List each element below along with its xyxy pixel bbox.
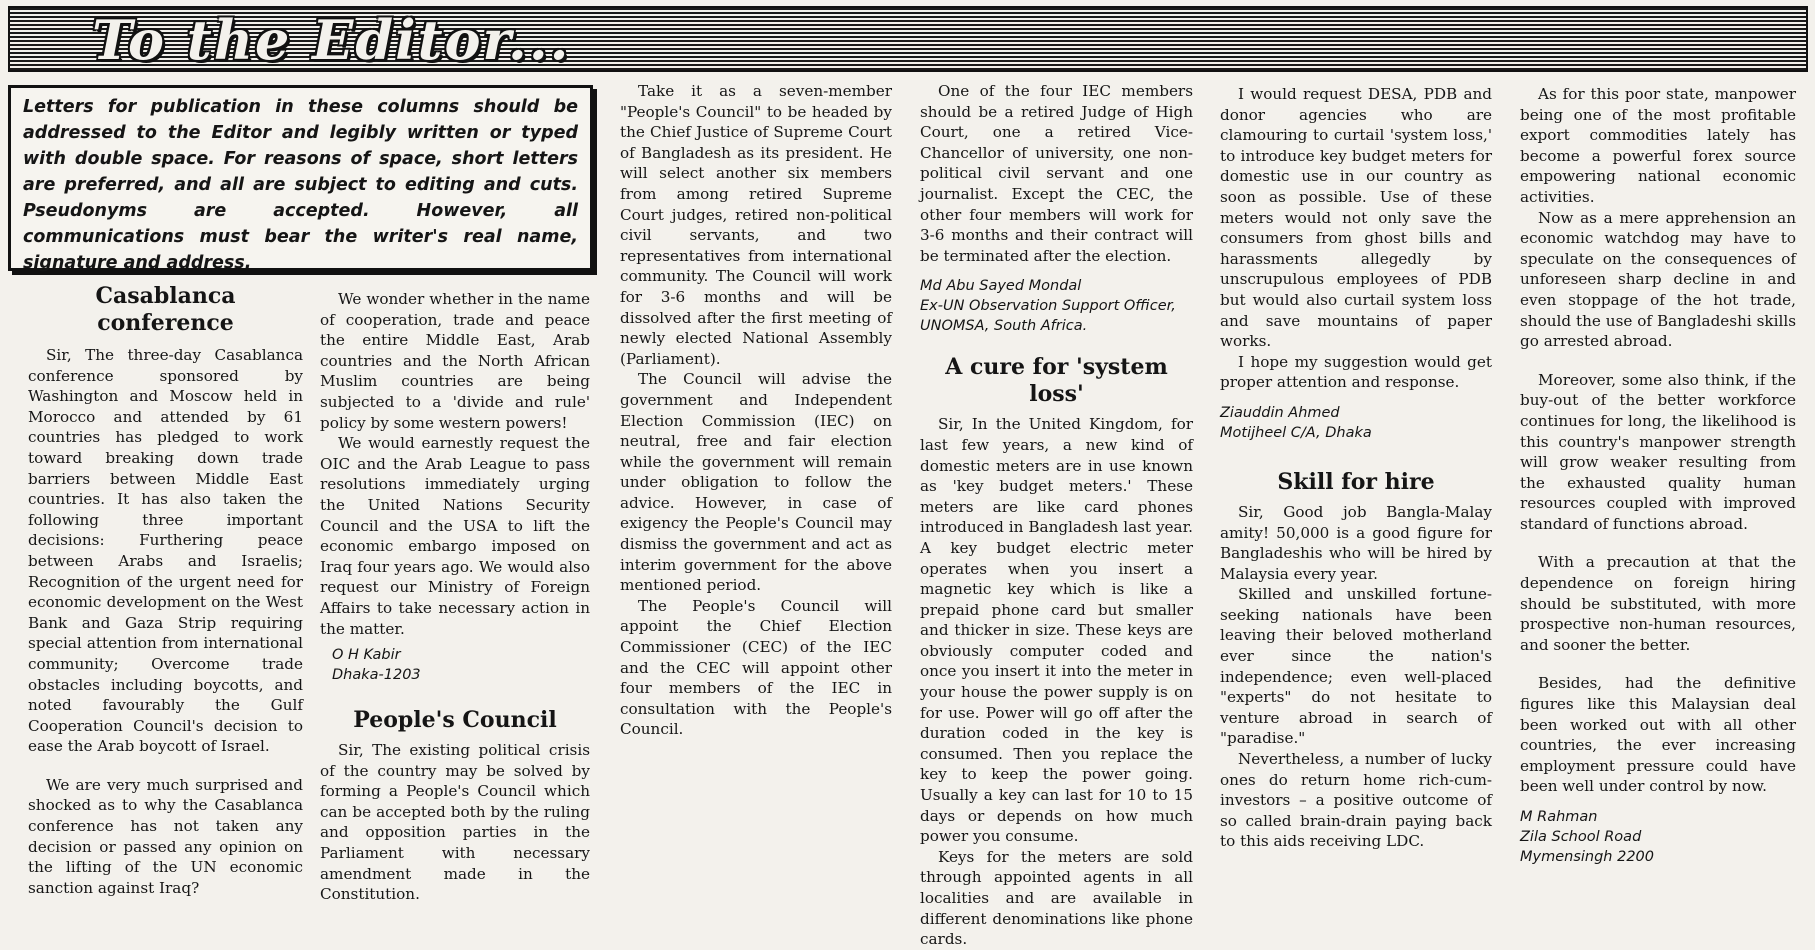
casablanca-para-3: We wonder whether in the name of cooperation, trade and peace the entire Middle East, Arab countries and the North African Muslim countries are being subjected to a 'divide and rule' policy by some western powers! [320,290,590,432]
skill-for-hire-para-5: Now as a mere apprehension an economic watchdog may have to speculate on the consequences of unforeseen sharp decline in and even stoppage of the hot trade, should the use of Bangladeshi skills go arrested abroad. [1520,208,1796,351]
peoples-council-para-2: Take it as a seven-member "People's Council" to be headed by the Chief Justice of Supreme Court of Bangladesh as its president. He will select another six members from among retired Supreme Court judges, retired non-political civil servants, and two representatives from international community. The Council will work for 3-6 months and will be dissolved after the first meeting of newly elected National Assembly (Parliament). [620,82,892,368]
signature-name: Md Abu Sayed Mondal [920,278,1082,295]
skill-for-hire-headline: Skill for hire [1277,468,1435,495]
signature-address: Zila School Road [1520,829,1642,845]
system-loss-para-1: Sir, In the United Kingdom, for last few years, a new kind of domestic meters are in use known as 'key budget meters.' These meters are like card phones introduced in Bangladesh last year. A key budget electric meter operates when you insert a magnetic key which is like a prepaid phone card but smaller and thicker in size. These keys are obviously computer coded and once you insert it into the meter in your house the power supply is on for use. Power will go off after the duration coded in the key is consumed. Then you replace the key to keep the power going. Usually a key can last for 10 to 15 days or depends on how much power you consume. [920,415,1193,846]
system-loss-para-4: I hope my suggestion would get proper attention and response. [1220,352,1492,392]
casablanca-headline: Casablanca conference [95,283,236,336]
skill-for-hire-para-7: With a precaution at that the dependence on foreign hiring should be substituted, with more prospective non-human resources, and sooner the better. [1520,553,1796,654]
peoples-council-signature [920,276,1193,336]
peoples-council-para-1: Sir, The existing political crisis of the country may be solved by forming a People's Council which can be accepted both by the ruling and opposition parties in the Parliament with necessary amendment made in the Constitution. [320,741,590,904]
skill-for-hire-para-6: Moreover, some also think, if the buy-out of the better workforce continues for long, the likelihood is this country's manpower strength will grow weaker resulting from the exhausted quality human resources coupled with improved standard of functions abroad. [1520,370,1796,533]
editorial-notice: Letters for publication in these columns should be addressed to the Editor and legibly written or typed with double space. For reasons of space, short letters are preferred, and all are subject to editing and cuts. Pseudonyms are accepted. However, all communications must bear the writer's real name, signature and address. [8,85,593,271]
signature-title: Ex-UN Observation Support Officer, [920,298,1176,315]
skill-for-hire-signature [1520,807,1796,867]
column-2 [320,289,590,905]
peoples-council-para-4: The People's Council will appoint the Chief Election Commissioner (CEC) of the IEC and the CEC will appoint other four members of the IEC in consultation with the People's Council. [620,596,892,739]
peoples-council-para-5: One of the four IEC members should be a retired Judge of High Court, one a retired Vice-Chancellor of university, one non-political civil servant and one journalist. Except the CEC, the other four members will work for 3-6 months and their contract will be terminated after the election. [920,82,1193,265]
system-loss-para-2: Keys for the meters are sold through appointed agents in all localities and are available in different denominations like phone cards. [920,847,1193,949]
column-5 [1220,84,1492,852]
system-loss-signature [1220,403,1492,443]
casablanca-para-4: We would earnestly request the OIC and the Arab League to pass resolutions immediately urging the United Nations Security Council and the USA to lift the economic embargo imposed on Iraq four years ago. We would also request our Ministry of Foreign Affairs to take necessary action in the matter. [320,434,590,638]
column-1 [28,283,303,898]
column-3 [620,81,892,740]
peoples-council-headline: People's Council [353,707,557,734]
system-loss-headline: A cure for 'system loss' [945,354,1168,408]
casablanca-para-1: Sir, The three-day Casablanca conference sponsored by Washington and Moscow held in Morocco and attended by 61 countries has pledged to work toward breaking down trade barriers between Middle East countries. It has also taken the following three important decisions: Furthering peace between Arabs and Israelis; Recognition of the urgent need for economic development on the West Bank and Gaza Strip requiring special attention from international community; Overcome trade obstacles including boycotts, and noted favourably the Gulf Cooperation Council's decision to ease the Arab boycott of Israel. [28,346,303,756]
system-loss-para-3: I would request DESA, PDB and donor agencies who are clamouring to curtail 'system loss,' to introduce key budget meters for domestic use in our country as soon as possible. Use of these meters would not only save the consumers from ghost bills and harassments allegedly by unscrupulous employees of PDB but would also curtail system loss and save mountains of paper works. [1220,85,1492,351]
skill-for-hire-para-8: Besides, had the definitive figures like this Malaysian deal been worked out with all other countries, the ever increasing employment pressure could have been well under control by now. [1520,674,1796,796]
masthead [8,6,1808,72]
signature-place: UNOMSA, South Africa. [920,318,1088,335]
signature-name: O H Kabir [332,647,401,664]
signature-place: Mymensingh 2200 [1520,849,1655,865]
signature-name: M Rahman [1520,809,1598,825]
section-title: To the Editor... [92,8,571,72]
skill-for-hire-para-3: Nevertheless, a number of lucky ones do return home rich-cum-investors – a positive outcome of so called brain-drain paying back to this aids receiving LDC. [1220,750,1492,851]
skill-for-hire-para-1: Sir, Good job Bangla-Malay amity! 50,000 is a good figure for Bangladeshis who will be hired by Malaysia every year. [1220,502,1492,583]
peoples-council-para-3: The Council will advise the government and Independent Election Commission (IEC) on neutral, free and fair election while the government will remain under obligation to follow the advice. However, in case of exigency the People's Council may dismiss the government and act as interim government for the above mentioned period. [620,370,892,595]
column-4 [920,81,1193,950]
column-6 [1520,84,1796,867]
signature-name: Ziauddin Ahmed [1220,404,1340,421]
signature-place: Dhaka-1203 [332,667,421,684]
casablanca-signature [320,645,590,685]
signature-place: Motijheel C/A, Dhaka [1220,424,1372,441]
casablanca-para-2: We are very much surprised and shocked as to why the Casablanca conference has not taken any decision or passed any opinion on the lifting of the UN economic sanction against Iraq? [28,775,303,897]
skill-for-hire-para-4: As for this poor state, manpower being one of the most profitable export commodities lately has become a powerful forex source empowering national economic activities. [1520,85,1796,206]
skill-for-hire-para-2: Skilled and unskilled fortune-seeking nationals have been leaving their beloved motherland ever since the nation's independence; even well-placed "experts" do not hesitate to venture abroad in search of "paradise." [1220,585,1492,748]
